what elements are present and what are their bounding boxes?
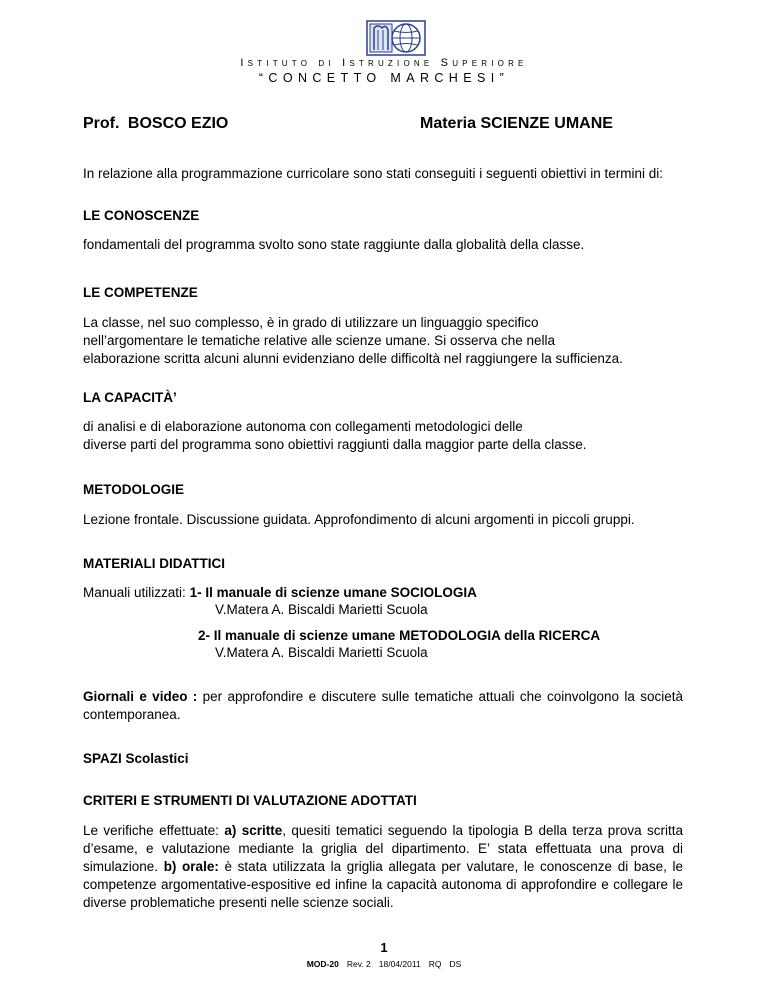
criteri-b-label: b) orale: <box>163 859 219 874</box>
manual-1-authors: V.Matera A. Biscaldi Marietti Scuola <box>215 602 428 617</box>
teacher-line <box>83 115 228 133</box>
criteri-a-label: a) scritte <box>224 823 283 838</box>
criteri-a-text: , quesiti tematici seguendo la tipologia B della terza prova scritta d’esame, e valutazione mediante la griglia del dipartimento. E’ stata effettuata una prova di simulazione. <box>83 823 683 874</box>
revision: Rev. 2 <box>346 959 371 969</box>
cap-i: I <box>240 57 248 69</box>
form-code: MOD-20 <box>306 959 339 969</box>
giornali-line-1 <box>83 688 683 706</box>
page-number: 1 <box>380 940 388 955</box>
text-criteri <box>83 822 683 912</box>
subject-name: SCIENZE UMANE <box>480 115 613 132</box>
heading-materiali: MATERIALI DIDATTICI <box>83 556 225 571</box>
heading-criteri: CRITERI E STRUMENTI DI VALUTAZIONE ADOTTATI <box>83 793 417 808</box>
manual-1-title: 1- Il manuale di scienze umane SOCIOLOGIA <box>189 585 477 600</box>
word-uperiore: UPERIORE <box>452 59 528 68</box>
heading-capacita: LA CAPACITÀ’ <box>83 390 177 405</box>
footer-rq: RQ <box>428 959 442 969</box>
text-competenze <box>83 314 723 368</box>
teacher-label: Prof. <box>83 115 120 132</box>
word-di: DI <box>318 59 335 68</box>
footer-meta <box>0 959 768 969</box>
manuals-label: Manuali utilizzati: <box>83 585 186 600</box>
manual-2-authors: V.Matera A. Biscaldi Marietti Scuola <box>215 645 428 660</box>
criteri-b-text: è stata utilizzata la griglia allegata per valutare, le conoscenze di base, le competenze argomentative-espositive ed infine la capacità autonoma di approfondire e collegare le diverse problematiche presenti nelle scienze sociali. <box>83 859 683 910</box>
competenze-line-1: La classe, nel suo complesso, è in grado di utilizzare un linguaggio specifico <box>83 315 539 330</box>
capacita-line-1: di analisi e di elaborazione autonoma con collegamenti metodologici delle <box>83 419 523 434</box>
institute-name-line1 <box>0 57 768 69</box>
giornali-text-1: per approfondire e discutere sulle tematiche attuali che coinvolgono la società <box>202 689 683 704</box>
text-capacita <box>83 418 723 454</box>
intro-text: In relazione alla programmazione curricolare sono stati conseguiti i seguenti obiettivi in termini di: <box>83 166 664 181</box>
teacher-name: BOSCO EZIO <box>127 115 229 132</box>
text-metodologie: Lezione frontale. Discussione guidata. Approfondimento di alcuni argomenti in piccoli gruppi. <box>83 512 635 527</box>
manual-2-title: 2- Il manuale di scienze umane METODOLOGIA della RICERCA <box>198 628 601 643</box>
subject-label: Materia <box>420 115 477 132</box>
institute-name-line2: “CONCETTO MARCHESI” <box>258 71 510 85</box>
subject-line <box>420 115 613 133</box>
text-conoscenze: fondamentali del programma svolto sono state raggiunte dalla globalità della classe. <box>83 237 585 252</box>
heading-metodologie: METODOLOGIE <box>83 482 185 497</box>
word-stituto: STITUTO <box>247 59 312 68</box>
giornali-paragraph <box>83 688 683 724</box>
cap-s: S <box>440 57 453 69</box>
heading-competenze: LE COMPETENZE <box>83 285 198 300</box>
cap-i-2: I <box>342 57 350 69</box>
institute-logo-icon <box>366 20 426 56</box>
manual-1 <box>83 584 477 602</box>
giornali-text-2: contemporanea. <box>83 707 181 722</box>
competenze-line-3: elaborazione scritta alcuni alunni evidenziano delle difficoltà nel raggiungere la sufficienza. <box>83 351 623 366</box>
giornali-label: Giornali e video : <box>83 689 198 704</box>
capacita-line-2: diverse parti del programma sono obiettivi raggiunti dalla maggior parte della classe. <box>83 437 587 452</box>
heading-spazi: SPAZI Scolastici <box>83 751 189 766</box>
criteri-intro: Le verifiche effettuate: <box>83 823 219 838</box>
heading-conoscenze: LE CONOSCENZE <box>83 208 200 223</box>
competenze-line-2: nell’argomentare le tematiche relative alle scienze umane. Si osserva che nella <box>83 333 555 348</box>
footer-ds: DS <box>449 959 462 969</box>
word-struzione: STRUZIONE <box>349 59 434 68</box>
revision-date: 18/04/2011 <box>378 959 421 969</box>
